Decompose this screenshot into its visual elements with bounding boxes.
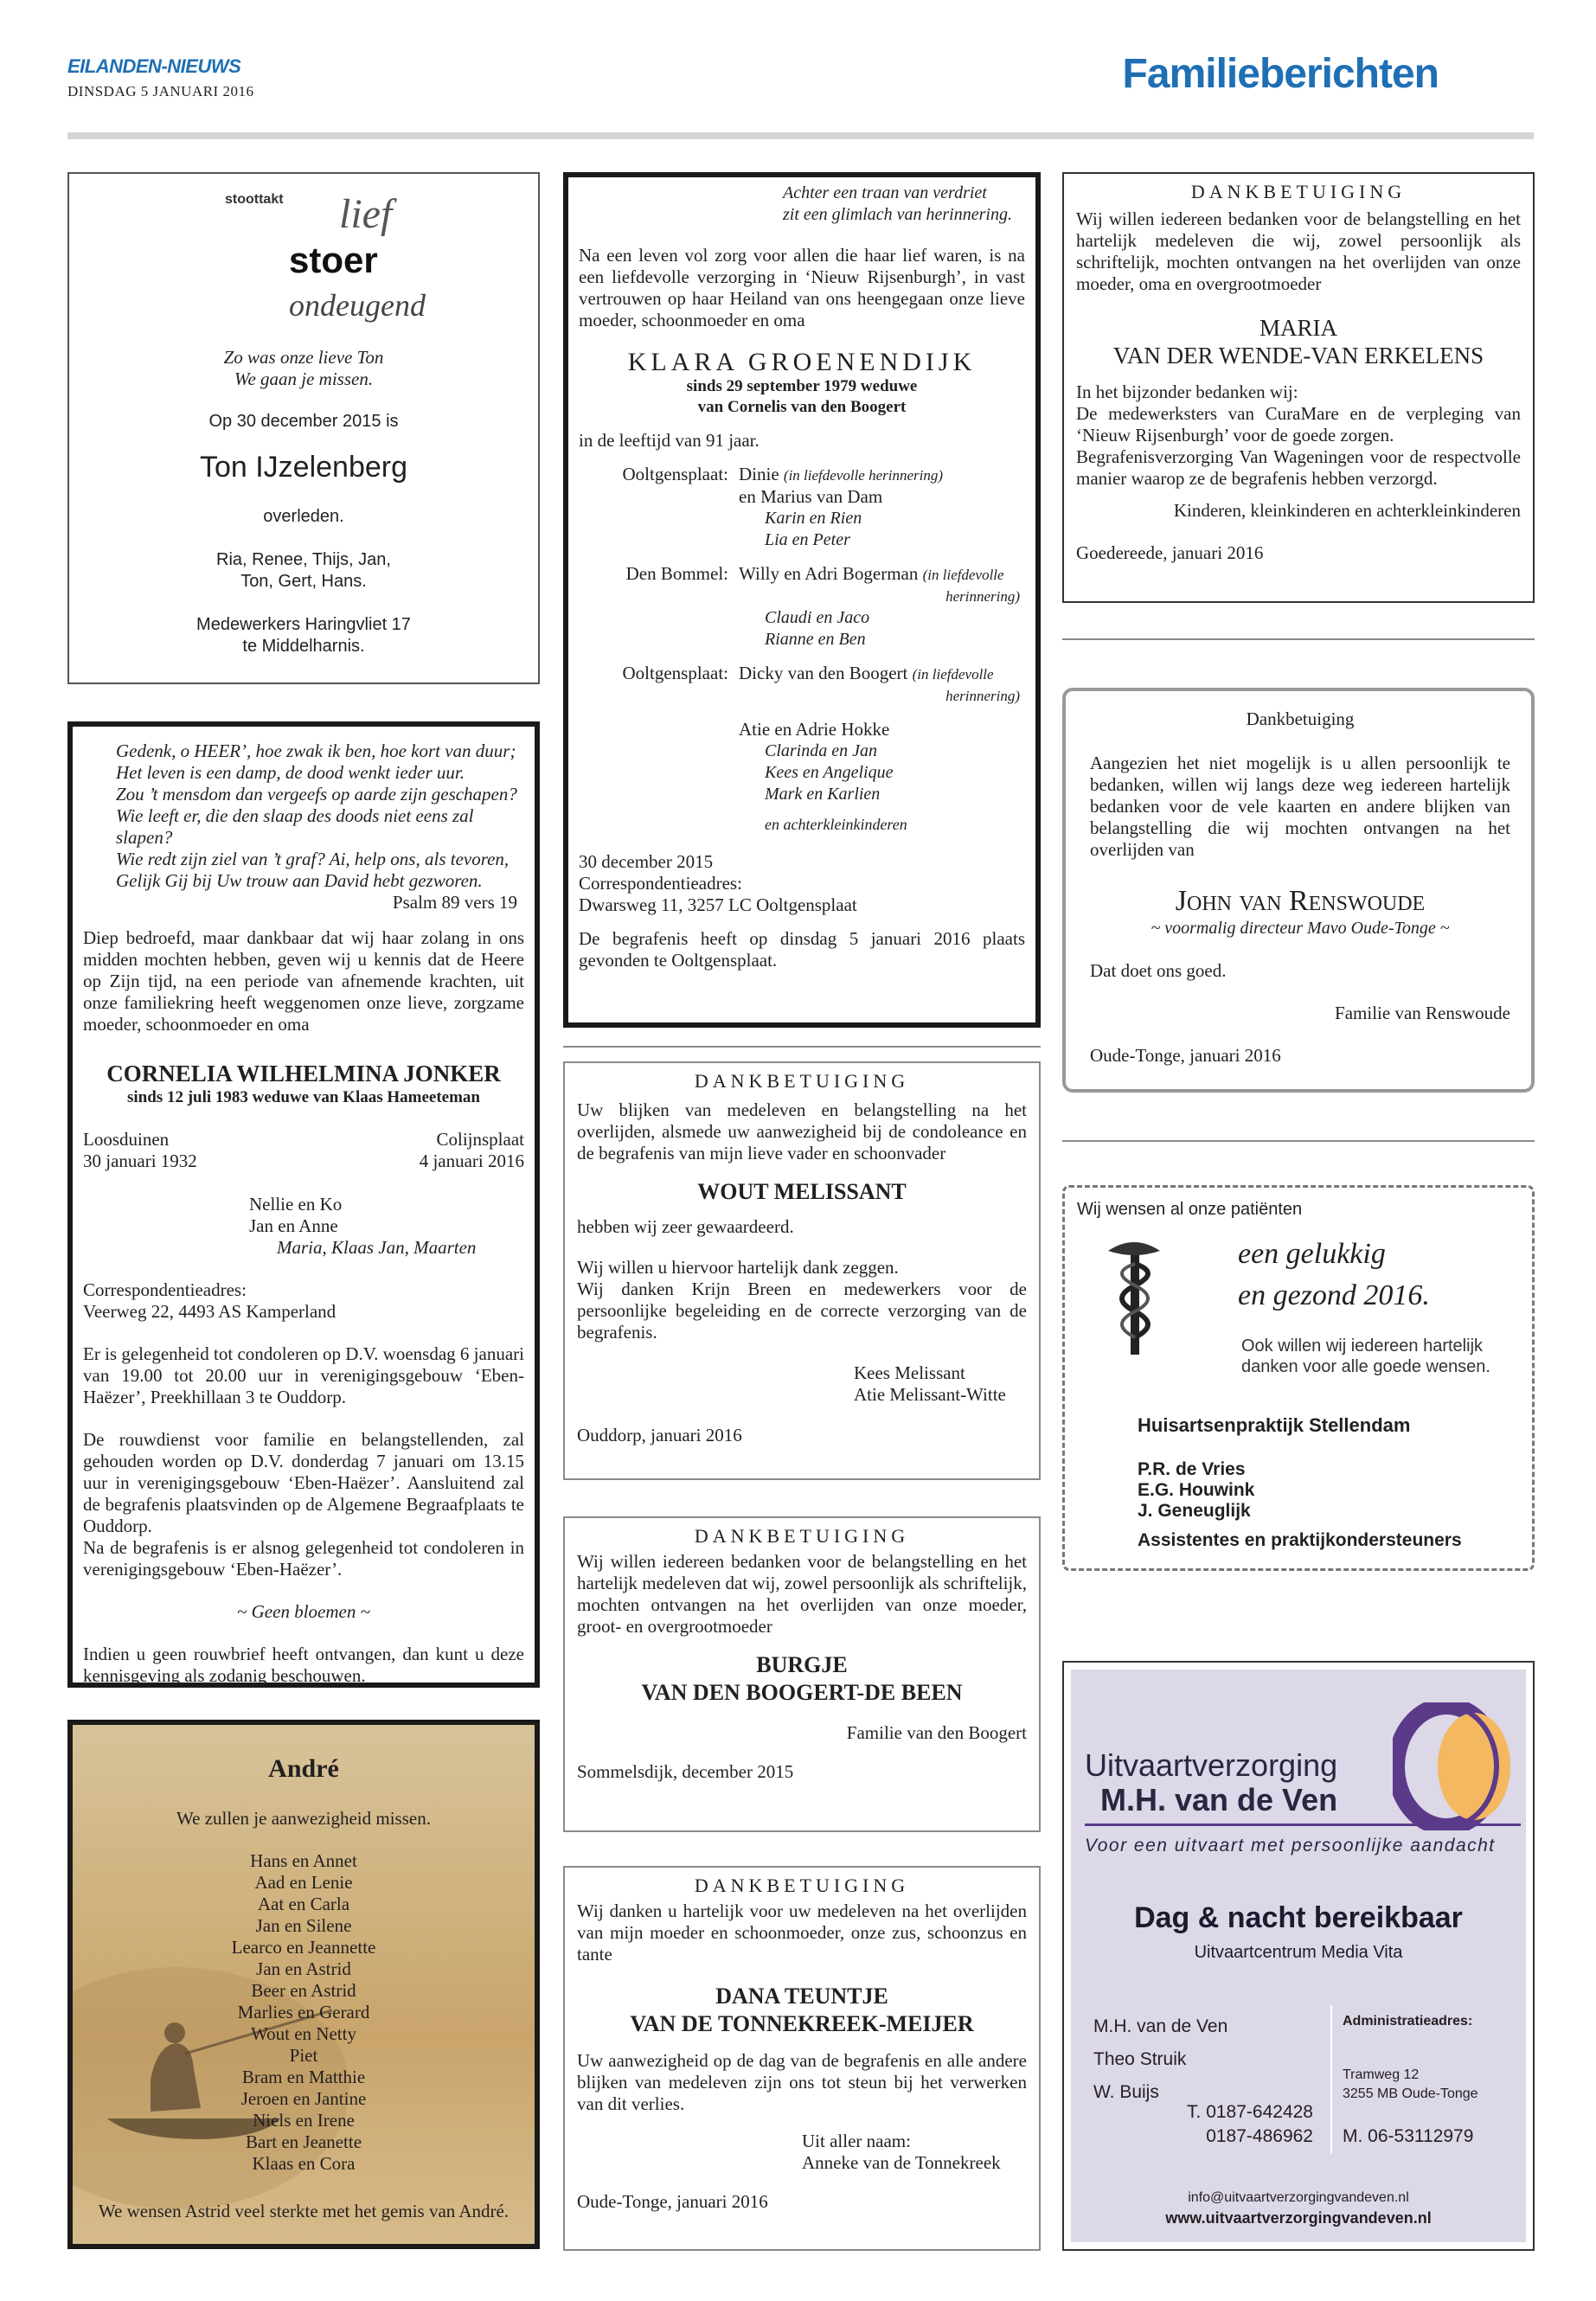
doctor-1: P.R. de Vries bbox=[1138, 1459, 1246, 1479]
andre-family-name: Beer en Astrid bbox=[251, 1980, 356, 2001]
andre-family-name: Jan en Astrid bbox=[256, 1958, 351, 1979]
psalm-verse bbox=[83, 740, 524, 892]
dana-name-1: DANA TEUNTJE bbox=[715, 1984, 888, 2009]
maria-p2: De medewerksters van CuraMare en de verpleging van ‘Nieuw Rijsenburgh’ voor de goede zorgen. bbox=[1076, 403, 1521, 445]
verse-reference: Psalm 89 vers 19 bbox=[392, 892, 517, 913]
divider bbox=[1062, 1140, 1535, 1142]
family-member: Lia en Peter bbox=[765, 530, 850, 549]
andre-name-list bbox=[73, 1850, 535, 2175]
john-role: ~ voormalig directeur Mavo Oude-Tonge ~ bbox=[1151, 919, 1450, 938]
uitvaart-tagline: Voor een uitvaart met persoonlijke aandacht bbox=[1085, 1836, 1496, 1856]
andre-name: André bbox=[268, 1754, 339, 1783]
wout-p3: Wij danken Krijn Breen en medewerkers voor de persoonlijke begeleiding en de correcte verzorging van de begrafenis. bbox=[577, 1279, 1027, 1343]
cornelia-family bbox=[83, 1194, 524, 1259]
dana-p1: Uw aanwezigheid op de dag van de begrafenis en alle andere blijken van medeleven zijn ons tot steun bij het verwerken van dit verlies. bbox=[577, 2050, 1027, 2114]
uitvaart-phone-1: T. 0187-642428 bbox=[1187, 2102, 1313, 2122]
issue-date: DINSDAG 5 JANUARI 2016 bbox=[67, 83, 254, 99]
klara-widow-line-1: sinds 29 september 1979 weduwe bbox=[686, 377, 918, 395]
klara-funeral: De begrafenis heeft op dinsdag 5 januari 2016 plaats gevonden te Ooltgensplaat. bbox=[579, 928, 1025, 971]
family-place: Den Bommel: bbox=[625, 563, 728, 584]
john-intro: Aangezien het niet mogelijk is u allen persoonlijk te bedanken, willen wij langs deze weg iedereen hartelijk bedanken voor de vele kaarten en andere blijken van belangstelling die wij mochten ontvangen na het overlijden van bbox=[1090, 753, 1510, 860]
stellendam-wish-1: een gelukkig bbox=[1238, 1238, 1386, 1270]
notice-burgje bbox=[563, 1516, 1041, 1832]
maria-sign: Kinderen, kleinkinderen en achterkleinkinderen bbox=[1173, 500, 1521, 521]
maria-intro: Wij willen iedereen bedanken voor de belangstelling en het hartelijk medeleven die wij, zowel persoonlijk als schriftelijk, mochten ontvangen na het overlijden van onze moeder, oma en overgrootmoeder bbox=[1076, 208, 1521, 294]
wout-sign-1: Kees Melissant bbox=[854, 1362, 965, 1383]
andre-family-name: Learco en Jeannette bbox=[231, 1937, 376, 1958]
lief-stoer-ondeugend-logo bbox=[225, 186, 467, 333]
burgje-name-2: VAN DEN BOOGERT-DE BEEN bbox=[641, 1680, 963, 1705]
andre-family-name: Jan en Silene bbox=[255, 1915, 352, 1936]
ton-colleagues-2: te Middelharnis. bbox=[242, 637, 365, 656]
ton-colleagues-1: Medewerkers Haringvliet 17 bbox=[196, 615, 411, 634]
andre-family-name: Piet bbox=[289, 2045, 318, 2066]
klara-age: in de leeftijd van 91 jaar. bbox=[579, 430, 760, 451]
ton-died: overleden. bbox=[263, 507, 344, 526]
uitvaart-person-3: W. Buijs bbox=[1093, 2082, 1159, 2102]
notice-ton-ijzelenberg bbox=[67, 172, 540, 684]
uitvaart-phone-2: 0187-486962 bbox=[1206, 2126, 1313, 2146]
ton-family-1: Ria, Renee, Thijs, Jan, bbox=[216, 550, 391, 569]
notice-john-van-renswoude bbox=[1062, 688, 1535, 1093]
ad-uitvaartverzorging bbox=[1062, 1661, 1535, 2251]
service-info: De rouwdienst voor familie en belangstellenden, zal gehouden worden op D.V. donderdag 7 januari om 13.15 uur in verenigingsgebouw ‘Eben-Haëzer’. Aansluitend zal de begrafenis plaatsvinden op de Algemene Begraafplaats te Ouddorp. bbox=[83, 1429, 524, 1536]
cornelia-intro: Diep bedroefd, maar dankbaar dat wij haar zolang in ons midden mochten hebben, geven wij u kennis dat de Heere op Zijn tijd, na een periode van afnemende krachten, uit onze familiekring heeft weggenomen onze lieve, zorgzame moeder, schoonmoeder en oma bbox=[83, 927, 524, 1035]
family-member: Clarinda en Jan bbox=[765, 741, 877, 760]
wout-sign-2: Atie Melissant-Witte bbox=[854, 1384, 1006, 1405]
divider bbox=[1062, 638, 1535, 640]
family-line: Maria, Klaas Jan, Maarten bbox=[277, 1237, 477, 1258]
john-sign: Familie van Renswoude bbox=[1335, 1003, 1510, 1023]
no-flowers: ~ Geen bloemen ~ bbox=[237, 1601, 370, 1622]
uitvaart-email[interactable]: info@uitvaartverzorgingvandeven.nl bbox=[1188, 2190, 1409, 2205]
stellendam-intro: Wij wensen al onze patiënten bbox=[1077, 1200, 1303, 1219]
klara-family bbox=[579, 464, 1025, 836]
maria-p3: Begrafenisverzorging Van Wageningen voor de respectvolle manier waarop ze de begrafenis hebben verzorgd. bbox=[1076, 446, 1521, 489]
ton-intro-2: We gaan je missen. bbox=[234, 369, 374, 389]
doctor-3: J. Geneuglijk bbox=[1138, 1501, 1251, 1521]
uitvaart-admin-label: Administratieadres: bbox=[1343, 2014, 1473, 2029]
wout-name: WOUT MELISSANT bbox=[697, 1179, 907, 1204]
family-line: Nellie en Ko bbox=[249, 1194, 343, 1215]
family-member: en achterkleinkinderen bbox=[765, 816, 907, 833]
verse-line: Gelijk Gij bij Uw trouw aan David hebt gezworen. bbox=[116, 870, 483, 891]
family-line: Jan en Anne bbox=[249, 1215, 338, 1236]
uitvaart-admin-1: Tramweg 12 bbox=[1343, 2067, 1420, 2082]
klara-address-label: Correspondentieadres: bbox=[579, 873, 742, 894]
john-heading: Dankbetuiging bbox=[1246, 708, 1355, 729]
logo-vertical-word: stoottakt bbox=[225, 192, 284, 207]
cornelia-widow-line: sinds 12 juli 1983 weduwe van Klaas Hameeteman bbox=[127, 1088, 480, 1106]
andre-family-name: Wout en Netty bbox=[251, 2023, 356, 2044]
andre-family-name: Niels en Irene bbox=[253, 2110, 355, 2131]
family-member: Dinie (in liefdevolle herinnering) bbox=[739, 464, 944, 484]
andre-family-name: Klaas en Cora bbox=[252, 2153, 356, 2174]
john-p1: Dat doet ons goed. bbox=[1090, 960, 1227, 981]
uitvaart-column-divider bbox=[1330, 2005, 1332, 2154]
stellendam-thanks-2: danken voor alle goede wensen. bbox=[1241, 1357, 1490, 1376]
andre-family-name: Aad en Lenie bbox=[254, 1872, 353, 1893]
motto-1: Achter een traan van verdriet bbox=[783, 183, 987, 202]
verse-line: Het leven is een damp, de dood wenkt ieder uur. bbox=[116, 762, 465, 783]
family-member: Kees en Angelique bbox=[765, 763, 894, 782]
address-label: Correspondentieadres: bbox=[83, 1279, 247, 1300]
caduceus-icon bbox=[1082, 1229, 1186, 1359]
thanks-heading: DANKBETUIGING bbox=[1190, 181, 1407, 202]
wout-place: Ouddorp, januari 2016 bbox=[577, 1425, 742, 1445]
stellendam-name: Huisartsenpraktijk Stellendam bbox=[1138, 1414, 1411, 1436]
dana-place: Oude-Tonge, januari 2016 bbox=[577, 2191, 768, 2212]
uitvaart-person-2: Theo Struik bbox=[1093, 2049, 1187, 2069]
divider bbox=[563, 1046, 1041, 1048]
family-note: herinnering) bbox=[945, 588, 1020, 605]
uitvaart-rule bbox=[1085, 1823, 1521, 1826]
address: Veerweg 22, 4493 AS Kamperland bbox=[83, 1301, 337, 1322]
andre-line: We zullen je aanwezigheid missen. bbox=[176, 1808, 431, 1829]
cornelia-name: CORNELIA WILHELMINA JONKER bbox=[106, 1061, 501, 1086]
birth-death-row bbox=[83, 1129, 524, 1172]
birth-place: Loosduinen bbox=[83, 1129, 170, 1150]
family-place: Ooltgensplaat: bbox=[622, 663, 728, 683]
burgje-sign: Familie van den Boogert bbox=[846, 1722, 1027, 1743]
masthead: EILANDEN-NIEUWS bbox=[67, 55, 241, 77]
burgje-intro: Wij willen iedereen bedanken voor de belangstelling en het hartelijk medeleven dat wij, zowel persoonlijk als schriftelijk, mochten ontvangen na het overlijden van onze moeder, groot- en overgrootmoeder bbox=[577, 1551, 1027, 1637]
klara-widow-line-2: van Cornelis van den Boogert bbox=[697, 398, 907, 416]
family-member: en Marius van Dam bbox=[739, 486, 883, 507]
verse-line: Zou ’t mensdom dan vergeefs op aarde zijn geschapen? bbox=[116, 784, 517, 804]
death-place: Colijnsplaat bbox=[436, 1129, 524, 1150]
uitvaart-brand-2: M.H. van de Ven bbox=[1100, 1782, 1338, 1817]
uitvaart-admin-2: 3255 MB Oude-Tonge bbox=[1343, 2086, 1478, 2101]
uitvaart-website[interactable]: www.uitvaartverzorgingvandeven.nl bbox=[1165, 2209, 1432, 2227]
verse-line: Wie leeft er, die den slaap des doods niet eens zal slapen? bbox=[116, 805, 474, 848]
andre-family-name: Jeroen en Jantine bbox=[240, 2088, 367, 2109]
closing-note: Indien u geen rouwbrief heeft ontvangen, dan kunt u deze kennisgeving als zodanig beschouwen. bbox=[83, 1644, 524, 1686]
section-title: Familieberichten bbox=[1122, 51, 1439, 97]
stellendam-wish-2: en gezond 2016. bbox=[1238, 1279, 1430, 1311]
maria-place: Goedereede, januari 2016 bbox=[1076, 542, 1264, 563]
burgje-name-1: BURGJE bbox=[756, 1652, 848, 1677]
andre-family-name: Aat en Carla bbox=[257, 1894, 350, 1914]
family-member: Willy en Adri Bogerman (in liefdevolle bbox=[739, 563, 1004, 584]
ton-name: Ton IJzelenberg bbox=[199, 451, 408, 484]
ton-intro-1: Zo was onze lieve Ton bbox=[223, 347, 384, 368]
verse-line: Wie redt zijn ziel van ’t graf? Ai, help ons, als tevoren, bbox=[116, 849, 510, 869]
andre-family-name: Bart en Jeanette bbox=[245, 2131, 362, 2152]
notice-cornelia-jonker bbox=[67, 721, 540, 1688]
klara-name: KLARA GROENENDIJK bbox=[627, 348, 977, 376]
andre-closing: We wensen Astrid veel sterkte met het gemis van André. bbox=[98, 2201, 510, 2221]
birth-date: 30 januari 1932 bbox=[83, 1150, 197, 1171]
family-member: Karin en Rien bbox=[765, 509, 862, 528]
klara-intro: Na een leven vol zorg voor allen die haar lief waren, is na een liefdevolle verzorging in ‘Nieuw Rijsenburgh’, in vast vertrouwen op haar Heiland van ons heengegaan onze lieve moeder, schoonmoeder en oma bbox=[579, 245, 1025, 330]
andre-family-name: Bram en Matthie bbox=[241, 2067, 366, 2087]
andre-family-name: Hans en Annet bbox=[250, 1850, 357, 1871]
notice-maria bbox=[1062, 172, 1535, 603]
logo-stoer: stoer bbox=[289, 240, 378, 280]
family-member: Rianne en Ben bbox=[765, 630, 866, 649]
dana-intro: Wij danken u hartelijk voor uw medeleven na het overlijden van mijn moeder en schoonmoeder, onze zus, schoonzus en tante bbox=[577, 1900, 1027, 1965]
header-rule bbox=[67, 132, 1534, 139]
stellendam-thanks-1: Ook willen wij iedereen hartelijk bbox=[1241, 1336, 1484, 1356]
john-name: John van Renswoude bbox=[1175, 885, 1426, 917]
death-date: 4 januari 2016 bbox=[419, 1150, 524, 1171]
ton-family-2: Ton, Gert, Hans. bbox=[240, 572, 367, 591]
klara-address: Dwarsweg 11, 3257 LC Ooltgensplaat bbox=[579, 894, 857, 915]
uitvaart-mobile: M. 06-53112979 bbox=[1343, 2126, 1474, 2146]
klara-date: 30 december 2015 bbox=[579, 851, 714, 872]
notice-wout-melissant bbox=[563, 1061, 1041, 1480]
dana-sign-1: Uit aller naam: bbox=[802, 2131, 911, 2151]
notice-andre bbox=[67, 1720, 540, 2249]
wout-p1: hebben wij zeer gewaardeerd. bbox=[577, 1216, 794, 1237]
uitvaart-panel bbox=[1071, 1670, 1526, 2242]
uitvaart-availability: Dag & nacht bereikbaar bbox=[1134, 1901, 1463, 1934]
family-note: herinnering) bbox=[945, 688, 1020, 704]
verse-line: Gedenk, o HEER’, hoe zwak ik ben, hoe kort van duur; bbox=[116, 740, 516, 761]
dana-name-2: VAN DE TONNEKREEK-MEIJER bbox=[630, 2011, 974, 2036]
uitvaart-center: Uitvaartcentrum Media Vita bbox=[1194, 1943, 1403, 1962]
thanks-heading: DANKBETUIGING bbox=[694, 1525, 910, 1547]
logo-lief: lief bbox=[339, 191, 393, 237]
family-member: Dicky van den Boogert (in liefdevolle bbox=[739, 663, 994, 683]
burgje-place: Sommelsdijk, december 2015 bbox=[577, 1761, 794, 1782]
ton-date-line: Op 30 december 2015 is bbox=[208, 412, 399, 431]
family-member: Atie en Adrie Hokke bbox=[739, 719, 890, 740]
family-member: Mark en Karlien bbox=[765, 785, 881, 804]
thanks-heading: DANKBETUIGING bbox=[694, 1070, 910, 1092]
maria-name-1: MARIA bbox=[1259, 315, 1337, 341]
uitvaart-brand-1: Uitvaartverzorging bbox=[1085, 1747, 1338, 1783]
notice-klara-groenendijk bbox=[563, 172, 1041, 1028]
uitvaart-person-1: M.H. van de Ven bbox=[1093, 2016, 1228, 2036]
wout-intro: Uw blijken van medeleven en belangstelling na het overlijden, alsmede uw aanwezigheid bij de condoleance en de begrafenis van mijn lieve vader en schoonvader bbox=[577, 1099, 1027, 1163]
notice-dana bbox=[563, 1866, 1041, 2251]
logo-ondeugend: ondeugend bbox=[289, 288, 426, 323]
stellendam-staff: Assistentes en praktijkondersteuners bbox=[1138, 1530, 1462, 1550]
thanks-heading: DANKBETUIGING bbox=[694, 1875, 910, 1896]
family-member: Claudi en Jaco bbox=[765, 608, 870, 627]
condolence-info: Er is gelegenheid tot condoleren op D.V. woensdag 6 januari van 19.00 tot 20.00 uur in verenigingsgebouw ‘Eben-Haëzer’, Preekhillaan 3 te Ouddorp. bbox=[83, 1343, 524, 1407]
wout-p2: Wij willen u hiervoor hartelijk dank zeggen. bbox=[577, 1257, 899, 1278]
after-funeral-info: Na de begrafenis is er alsnog gelegenheid tot condoleren in verenigingsgebouw ‘Eben-Haëzer’. bbox=[83, 1537, 524, 1580]
family-place: Ooltgensplaat: bbox=[622, 464, 728, 484]
dana-sign-2: Anneke van de Tonnekreek bbox=[802, 2152, 1001, 2173]
andre-family-name: Marlies en Gerard bbox=[237, 2002, 370, 2022]
motto-2: zit een glimlach van herinnering. bbox=[783, 205, 1012, 224]
maria-p1: In het bijzonder bedanken wij: bbox=[1076, 381, 1298, 402]
ad-huisartsenpraktijk-stellendam bbox=[1062, 1185, 1535, 1571]
uitvaart-logo-icon bbox=[1393, 1702, 1514, 1830]
john-place: Oude-Tonge, januari 2016 bbox=[1090, 1045, 1281, 1066]
doctor-2: E.G. Houwink bbox=[1138, 1480, 1255, 1500]
maria-name-2: VAN DER WENDE-VAN ERKELENS bbox=[1112, 343, 1484, 369]
